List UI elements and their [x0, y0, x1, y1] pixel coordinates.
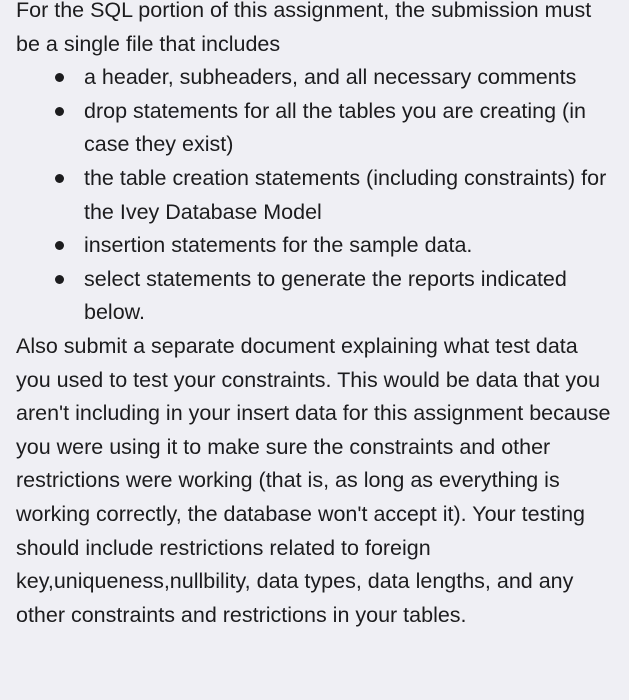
closing-paragraph: Also submit a separate document explaining what test data you used to test your constraints. This would be data that you aren't including in your insert data for this assignment because you were using it to make sure the constraints and other restrictions were working (that is, as long as everything is working correctly, the database won't accept it). Your testing should include restrictions related to foreign key,uniqueness,nullbility, data types, data lengths, and any other constraints and restrictions in your tables. [16, 333, 611, 627]
list-item-text: select statements to generate the reports indicated below. [84, 266, 567, 325]
list-item-text: drop statements for all the tables you are creating (in case they exist) [84, 98, 586, 157]
list-item [52, 229, 617, 263]
intro-paragraph: For the SQL portion of this assignment, the submission must be a single file that includes [16, 0, 592, 56]
bullet-icon [55, 174, 64, 183]
list-item [52, 162, 617, 229]
list-item [52, 263, 617, 330]
bullet-icon [55, 275, 64, 284]
requirements-list [16, 61, 617, 330]
bullet-icon [55, 107, 64, 116]
list-item-text: insertion statements for the sample data. [84, 233, 473, 258]
list-item [52, 61, 617, 95]
bullet-icon [55, 73, 64, 82]
list-item-text: the table creation statements (including constraints) for the Ivey Database Model [84, 165, 607, 224]
list-item-text: a header, subheaders, and all necessary comments [84, 65, 577, 90]
list-item [52, 95, 617, 162]
bullet-icon [55, 241, 64, 250]
